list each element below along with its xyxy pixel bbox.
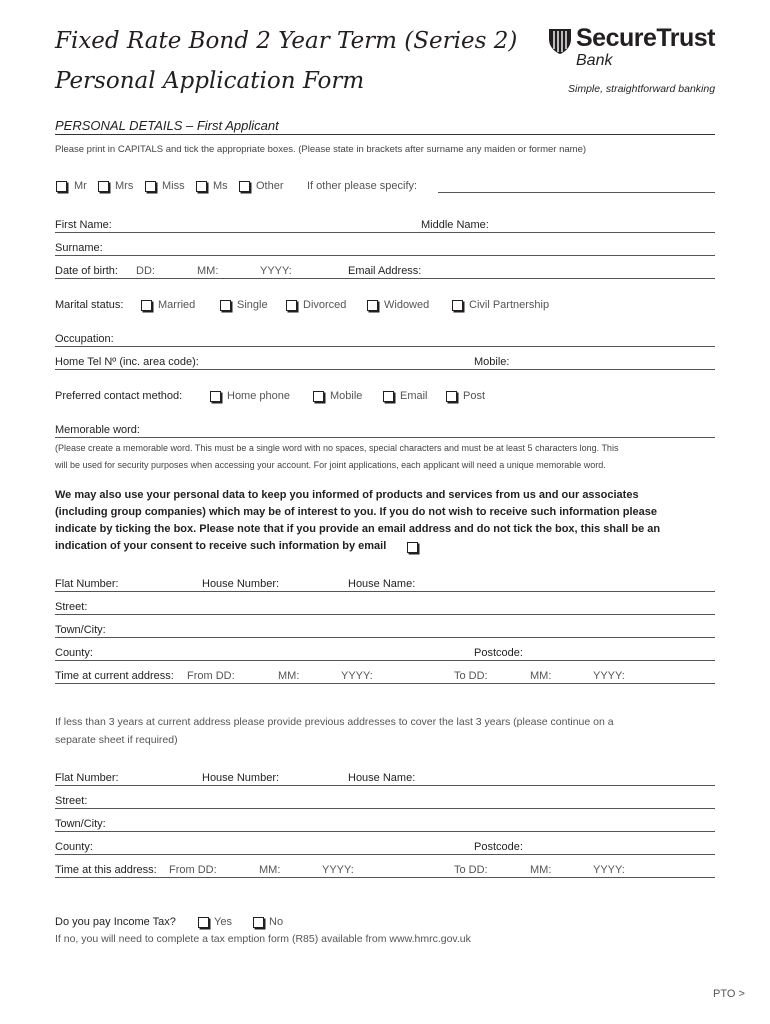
time-current-from-dd: From DD: xyxy=(187,670,235,682)
memorable-note-line1: (Please create a memorable word. This must be a single word with no spaces, special characters and must be at least 5 characters long. This xyxy=(55,443,619,453)
prev-county-postcode-input[interactable] xyxy=(55,854,715,855)
house-name-label: House Name: xyxy=(348,578,416,590)
title-mrs-label: Mrs xyxy=(115,180,134,192)
prev-flat-number-label: Flat Number: xyxy=(55,772,119,784)
house-number-label: House Number: xyxy=(202,578,280,590)
home-tel-label: Home Tel Nº (inc. area code): xyxy=(55,356,199,368)
marital-widowed-label: Widowed xyxy=(384,299,430,311)
title-mrs-checkbox[interactable] xyxy=(98,181,109,192)
time-current-from-mm: MM: xyxy=(278,670,300,682)
consent-line1: We may also use your personal data to keep you informed of products and services from us and our associates xyxy=(55,489,639,501)
section-heading: PERSONAL DETAILS – First Applicant xyxy=(55,118,279,133)
flat-house-input[interactable] xyxy=(55,591,715,592)
marital-status-label: Marital status: xyxy=(55,299,124,311)
occupation-label: Occupation: xyxy=(55,333,114,345)
contact-mobile-label: Mobile xyxy=(330,390,363,402)
income-tax-note: If no, you will need to complete a tax emption form (R85) available from www.hmrc.gov.uk xyxy=(55,933,471,945)
brand-sub: Bank xyxy=(576,52,613,69)
time-this-to-dd: To DD: xyxy=(454,864,488,876)
time-this-from-mm: MM: xyxy=(259,864,281,876)
prev-house-number-label: House Number: xyxy=(202,772,280,784)
marital-civil-partnership-label: Civil Partnership xyxy=(469,299,550,311)
time-this-input[interactable] xyxy=(55,877,715,878)
other-specify-label: If other please specify: xyxy=(307,180,418,192)
memorable-note-line2: will be used for security purposes when accessing your account. For joint applications, each applicant will need a unique memorable word. xyxy=(55,460,606,470)
time-this-from-yyyy: YYYY: xyxy=(322,864,354,876)
income-tax-yes-checkbox[interactable] xyxy=(198,917,209,928)
prev-flat-house-input[interactable] xyxy=(55,785,715,786)
title-miss-label: Miss xyxy=(162,180,185,192)
title-ms-checkbox[interactable] xyxy=(196,181,207,192)
county-postcode-input[interactable] xyxy=(55,660,715,661)
flat-number-label: Flat Number: xyxy=(55,578,119,590)
marital-widowed-checkbox[interactable] xyxy=(367,300,378,311)
pto-label: PTO > xyxy=(713,988,745,1000)
marital-married-checkbox[interactable] xyxy=(141,300,152,311)
contact-home-phone-checkbox[interactable] xyxy=(210,391,221,402)
time-current-to-yyyy: YYYY: xyxy=(593,670,625,682)
time-this-from-dd: From DD: xyxy=(169,864,217,876)
contact-post-checkbox[interactable] xyxy=(446,391,457,402)
prev-town-city-input[interactable] xyxy=(55,831,715,832)
first-name-label: First Name: xyxy=(55,219,112,231)
dob-dd-label: DD: xyxy=(136,265,155,277)
instruction-text: Please print in CAPITALS and tick the appropriate boxes. (Please state in brackets after surname any maiden or former name) xyxy=(55,144,587,155)
time-current-input[interactable] xyxy=(55,683,715,684)
marital-married-label: Married xyxy=(158,299,196,311)
consent-line4: indication of your consent to receive such information by email xyxy=(55,540,387,552)
first-name-input[interactable] xyxy=(55,232,715,233)
town-city-input[interactable] xyxy=(55,637,715,638)
middle-name-label: Middle Name: xyxy=(421,219,489,231)
income-tax-no-label: No xyxy=(269,916,284,928)
marital-divorced-checkbox[interactable] xyxy=(286,300,297,311)
shield-logo-icon xyxy=(547,27,573,55)
dob-email-input[interactable] xyxy=(55,278,715,279)
time-this-label: Time at this address: xyxy=(55,864,157,876)
marital-single-label: Single xyxy=(237,299,268,311)
income-tax-question: Do you pay Income Tax? xyxy=(55,916,176,928)
brand-name: SecureTrust xyxy=(576,24,716,52)
time-this-to-yyyy: YYYY: xyxy=(593,864,625,876)
marital-divorced-label: Divorced xyxy=(303,299,347,311)
occupation-input[interactable] xyxy=(55,346,715,347)
marital-single-checkbox[interactable] xyxy=(220,300,231,311)
street-input[interactable] xyxy=(55,614,715,615)
county-label: County: xyxy=(55,647,93,659)
mobile-label: Mobile: xyxy=(474,356,510,368)
marital-civil-partnership-checkbox[interactable] xyxy=(452,300,463,311)
prev-street-label: Street: xyxy=(55,795,88,807)
prev-town-city-label: Town/City: xyxy=(55,818,106,830)
time-this-to-mm: MM: xyxy=(530,864,552,876)
dob-label: Date of birth: xyxy=(55,265,118,277)
consent-line3: indicate by ticking the box. Please note that if you provide an email address and do not tick the box, this shall be an xyxy=(55,523,661,535)
contact-mobile-checkbox[interactable] xyxy=(313,391,324,402)
title-other-checkbox[interactable] xyxy=(239,181,250,192)
prev-address-note-line1: If less than 3 years at current address please provide previous addresses to cover the last 3 years (please continue on a xyxy=(55,716,614,728)
time-current-to-dd: To DD: xyxy=(454,670,488,682)
section-divider xyxy=(55,134,715,135)
title-mr-label: Mr xyxy=(74,180,87,192)
title-mr-checkbox[interactable] xyxy=(56,181,67,192)
title-miss-checkbox[interactable] xyxy=(145,181,156,192)
income-tax-no-checkbox[interactable] xyxy=(253,917,264,928)
title-ms-label: Ms xyxy=(213,180,228,192)
prev-address-note-line2: separate sheet if required) xyxy=(55,734,178,746)
contact-email-checkbox[interactable] xyxy=(383,391,394,402)
prev-postcode-label: Postcode: xyxy=(474,841,523,853)
consent-line2: (including group companies) which may be of interest to you. If you do not wish to receive such information please xyxy=(55,506,658,518)
consent-opt-out-checkbox[interactable] xyxy=(407,542,418,553)
contact-post-label: Post xyxy=(463,390,486,402)
dob-yyyy-label: YYYY: xyxy=(260,265,292,277)
surname-label: Surname: xyxy=(55,242,103,254)
contact-email-label: Email xyxy=(400,390,428,402)
time-current-label: Time at current address: xyxy=(55,670,174,682)
contact-home-phone-label: Home phone xyxy=(227,390,290,402)
town-city-label: Town/City: xyxy=(55,624,106,636)
prev-county-label: County: xyxy=(55,841,93,853)
preferred-contact-label: Preferred contact method: xyxy=(55,390,183,402)
time-current-to-mm: MM: xyxy=(530,670,552,682)
brand-tagline: Simple, straightforward banking xyxy=(568,83,716,95)
form-title-line2: Personal Application Form xyxy=(55,68,365,94)
income-tax-yes-label: Yes xyxy=(214,916,232,928)
title-other-label: Other xyxy=(256,180,284,192)
email-label: Email Address: xyxy=(348,265,422,277)
postcode-label: Postcode: xyxy=(474,647,523,659)
time-current-from-yyyy: YYYY: xyxy=(341,670,373,682)
street-label: Street: xyxy=(55,601,88,613)
surname-input[interactable] xyxy=(55,255,715,256)
dob-mm-label: MM: xyxy=(197,265,219,277)
form-title-line1: Fixed Rate Bond 2 Year Term (Series 2) xyxy=(55,28,518,54)
memorable-word-label: Memorable word: xyxy=(55,424,140,436)
home-tel-input[interactable] xyxy=(55,369,715,370)
prev-street-input[interactable] xyxy=(55,808,715,809)
prev-house-name-label: House Name: xyxy=(348,772,416,784)
other-specify-input[interactable] xyxy=(438,192,715,193)
memorable-word-input[interactable] xyxy=(55,437,715,438)
